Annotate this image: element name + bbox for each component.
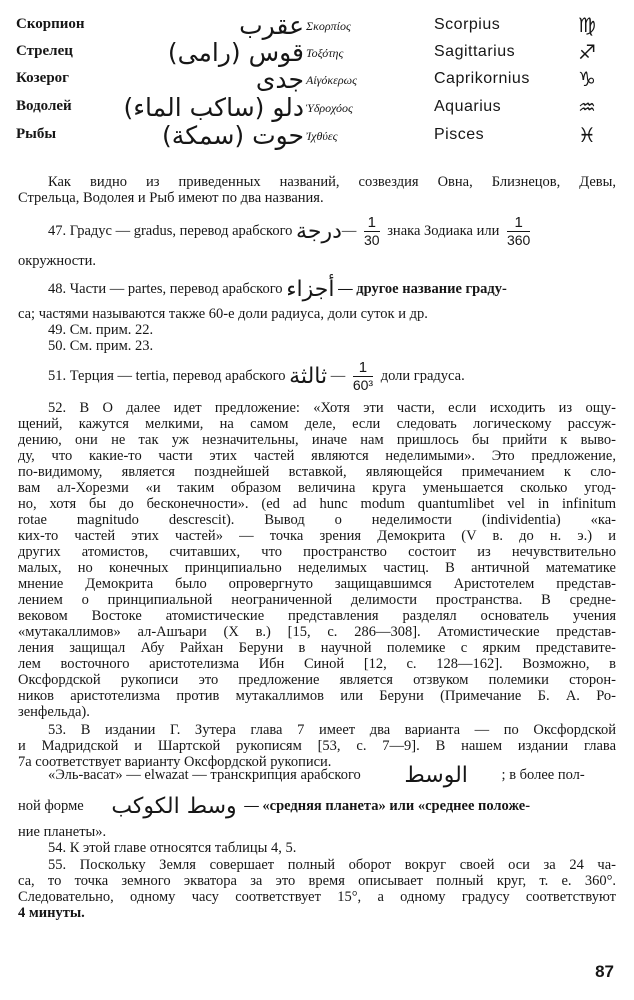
arabic-name: حوت (سمكة)	[162, 121, 304, 150]
latin-name: Sagittarius	[434, 43, 516, 60]
arabic-term: الوسط	[404, 762, 468, 788]
book-page: Скорпион عقرب Σκορπίος Scorpius ♍ Стрелец قوس (رامى) Τοξότης Sagittarius ♐ Козерог جدى Αἰγόκερως Caprikornius ♑ Водолей دلو (ساكب الماء) Ὑδροχόος Aquarius ♒ Рыбы حوت (سمكة) Ἰχθύες Pisces ♓ Как видно из приведенных названий, созвездия Овна, Близнецов, Девы, Стрельца, Водолея и Рыб имеют по два названия. 47. Градус — gradus, перевод арабского درجة— $\frac{1}{30}$ знака Зодиака или $\frac{1}{360}$ окружности. 48. Части — partes, перевод арабского أجزاء — другое название граду- са; частями называются также 60-е доли радиуса, доли суток и др. 49. См. прим. 22. 50. См. прим. 23. 51. Терция — tertia, перевод арабского ثالثة — $\frac{1}{\text{60³}}$ доли градуса. 52. В О далее идет предложение: «Хотя эти части, если исходить из ощу- щений, кажутся мелкими, на самом деле, если следовать логическому рассуж- дению, они не так уж незначительны, иначе нам пришлось бы прийти к выво- ду, что какие-то части этих частей являются неделимыми». Это предложение, по-видимому, является позднейшей вставкой, являющейся примечанием к сло- вам ал-Хорезми «и таким образом величина круга уменьшается сколько угод- но, хотя бы до бесконечности». (ed ad hunc modum quantumlibet vel in infinitum rotae magnitudo descrescit). Вывод о неделимости (individentia) «ка- ких-то частей этих частей» — точка зрения Демокрита (V в. до н. э.) и других атомистов, считавших, что пространство состоит из нечувствительно малых, но конечных принципиально неделимых частиц. В античной математике мнение Демокрита было опровергнуто защищавшимся Аристотелем представ- лением о принципиальной неограниченной делимости пространства. В средне- вековом Востоке атомистические представления разделял основатель учения «мутакаллимов» ал-Ашъари (X в.) [15, с. 286—308]. Атомистические представ- ления защищал Абу Райхан Беруни в научной полемике с ярким представите- лем восточного аристотелизма Ибн Синой [12, с. 128—162]. Возможно, в Оксфордской рукописи это предложение является отзвуком полемики сторон- ников аристотелизма против мутакаллимов или Беруни (Примечание Б. А. Ро- зенфельда). 53. В издании Г. Зутера глава 7 имеет два варианта — по Оксфордской и Мадридской и Шартской рукописям [53, с. 7—9]. В нашем издании глава 7а соответствует варианту Оксфордской рукописи. «Эль-васат» — elwazat — транскрипция арабского الوسط ; в более пол- ной форме وسط الكوكب — «средняя планета» или «среднее положе- ние планеты». 54. К этой главе относятся таблицы 4, 5. 55. Поскольку Земля совершает полный оборот вокруг своей оси за 24 ча- са, то точка земного экватора за это время описывает полный круг, т. е. 360°. Следовательно, одному часу соответствует 15°, а одному градусу соответствуют 4 минуты. 87	[0, 0, 634, 1000]
greek-name: Αἰγόκερως	[306, 73, 357, 87]
latin-name: Caprikornius	[434, 70, 530, 87]
note-53-full-form: ной форме وسط الكوكب — «средняя планета» или «среднее положе-	[18, 790, 618, 822]
note-50: 50. См. прим. 23.	[48, 338, 154, 354]
russian-name: Скорпион	[16, 16, 85, 32]
fraction: $\frac{1}{\text{60³}}$	[352, 359, 374, 394]
note-48-cont: са; частями называются также 60-е доли радиуса, доли суток и др.	[18, 306, 428, 322]
note-47: 47. Градус — gradus, перевод арабского درجة— $\frac{1}{30}$ знака Зодиака или $\frac{1}{360}$	[48, 212, 534, 250]
greek-name: Ὑδροχόος	[306, 101, 353, 115]
note-53-end: ние планеты».	[18, 824, 107, 840]
zodiac-sign-icon: ♐	[578, 40, 596, 64]
zodiac-row	[0, 123, 634, 153]
note-47-cont: окружности.	[18, 253, 96, 269]
page-number: 87	[595, 962, 614, 981]
fraction: $\frac{1}{360}$	[506, 214, 531, 249]
arabic-term: أجزاء	[286, 276, 335, 302]
arabic-term: وسط الكوكب	[111, 793, 237, 819]
latin-name: Pisces	[434, 126, 485, 143]
arabic-term: ثالثة	[289, 363, 328, 389]
zodiac-sign-icon: ♒	[578, 95, 596, 119]
russian-name: Козерог	[16, 70, 69, 86]
zodiac-row	[0, 40, 634, 70]
latin-name: Aquarius	[434, 98, 502, 115]
russian-name: Водолей	[16, 98, 72, 114]
intro-line: Как видно из приведенных названий, созвездия Овна, Близнецов, Девы,	[48, 174, 616, 190]
fraction: $\frac{1}{30}$	[364, 214, 380, 249]
arabic-term: درجة	[296, 218, 342, 244]
arabic-name: جدى	[255, 65, 304, 94]
greek-name: Τοξότης	[306, 46, 344, 60]
arabic-name: قوس (رامى)	[167, 38, 304, 67]
latin-name: Scorpius	[434, 16, 501, 33]
zodiac-sign-icon: ♑	[578, 67, 596, 91]
zodiac-sign-icon: ♍	[578, 13, 596, 37]
intro-line: Стрельца, Водолея и Рыб имеют по два названия.	[18, 190, 324, 206]
note-51: 51. Терция — tertia, перевод арабского ثالثة — $\frac{1}{\text{60³}}$ доли градуса.	[48, 357, 465, 395]
greek-name: Ἰχθύες	[306, 129, 338, 143]
zodiac-row	[0, 13, 634, 43]
russian-name: Рыбы	[16, 126, 57, 142]
zodiac-row	[0, 67, 634, 97]
russian-name: Стрелец	[16, 43, 73, 59]
arabic-name: دلو (ساكب الماء)	[123, 93, 304, 122]
note-53-transcription: «Эль-васат» — elwazat — транскрипция арабского الوسط ; в более пол-	[48, 760, 618, 790]
greek-name: Σκορπίος	[306, 19, 351, 33]
note-49: 49. См. прим. 22.	[48, 322, 154, 338]
zodiac-row	[0, 95, 634, 125]
note-54: 54. К этой главе относятся таблицы 4, 5.	[48, 840, 297, 856]
zodiac-sign-icon: ♓	[578, 123, 596, 147]
arabic-name: عقرب	[239, 11, 304, 40]
note-48: 48. Части — partes, перевод арабского أجزاء — другое название граду-	[48, 274, 618, 304]
